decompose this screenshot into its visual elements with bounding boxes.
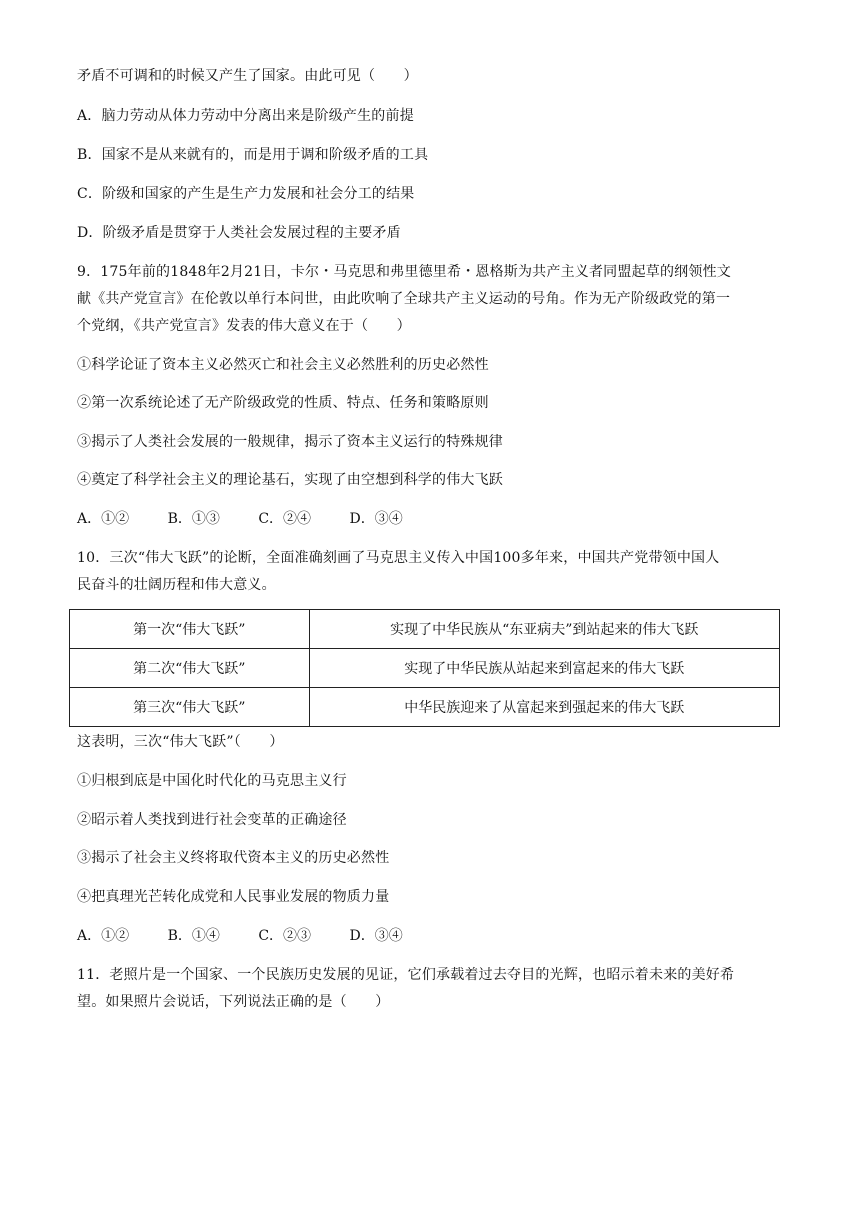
table-cell: 中华民族迎来了从富起来到强起来的伟大飞跃	[309, 688, 779, 727]
table-cell: 实现了中华民族从站起来到富起来的伟大飞跃	[309, 649, 779, 688]
q10-after-table: 这表明，三次“伟大飞跃”（ ）	[77, 734, 284, 750]
q10-choices	[77, 926, 403, 946]
table-cell: 实现了中华民族从“东亚病夫”到站起来的伟大飞跃	[309, 610, 779, 649]
q8-stem-tail: 矛盾不可调和的时候又产生了国家。由此可见（ ）	[77, 68, 418, 84]
q11-stem-line-2: 望。如果照片会说话，下列说法正确的是（ ）	[77, 994, 390, 1010]
q9-statement-1: ①科学论证了资本主义必然灭亡和社会主义必然胜利的历史必然性	[77, 357, 489, 373]
q10-statement-3: ③揭示了社会主义终将取代资本主义的历史必然性	[77, 850, 390, 866]
q10-statement-2: ②昭示着人类找到进行社会变革的正确途径	[77, 812, 347, 828]
q10-leap-table	[69, 609, 780, 727]
q11-stem-line-1: 11．老照片是一个国家、一个民族历史发展的见证，它们承载着过去夺目的光辉，也昭示着未来的美好希	[77, 967, 735, 983]
q10-choice-b: B．①④	[167, 928, 220, 944]
q10-choice-c: C．②③	[258, 928, 312, 944]
q8-option-d: D．阶级矛盾是贯穿于人类社会发展过程的主要矛盾	[77, 225, 401, 241]
table-cell: 第三次“伟大飞跃”	[70, 688, 310, 727]
q9-stem-line-2: 献《共产党宣言》在伦敦以单行本问世，由此吹响了全球共产主义运动的号角。作为无产阶级政党的第一	[77, 291, 731, 307]
q8-option-c: C．阶级和国家的产生是生产力发展和社会分工的结果	[77, 186, 415, 202]
q8-option-a: A．脑力劳动从体力劳动中分离出来是阶级产生的前提	[77, 108, 414, 124]
table-row	[70, 688, 780, 727]
q9-choice-c: C．②④	[258, 511, 312, 527]
q10-stem-line-2: 民奋斗的壮阔历程和伟大意义。	[77, 577, 276, 593]
q9-choice-b: B．①③	[167, 511, 220, 527]
q8-option-b: B．国家不是从来就有的，而是用于调和阶级矛盾的工具	[77, 147, 429, 163]
q10-statement-4: ④把真理光芒转化成党和人民事业发展的物质力量	[77, 889, 390, 905]
q9-statement-4: ④奠定了科学社会主义的理论基石，实现了由空想到科学的伟大飞跃	[77, 472, 503, 488]
q10-statement-1: ①归根到底是中国化时代化的马克思主义行	[77, 773, 347, 789]
q9-stem-line-3: 个党纲，《共产党宣言》发表的伟大意义在于（ ）	[77, 318, 411, 334]
q9-statement-3: ③揭示了人类社会发展的一般规律，揭示了资本主义运行的特殊规律	[77, 434, 503, 450]
table-cell: 第二次“伟大飞跃”	[70, 649, 310, 688]
q9-choice-d: D．③④	[349, 511, 403, 527]
q9-statement-2: ②第一次系统论述了无产阶级政党的性质、特点、任务和策略原则	[77, 395, 489, 411]
table-row	[70, 649, 780, 688]
q9-choices	[77, 509, 403, 529]
table-cell: 第一次“伟大飞跃”	[70, 610, 310, 649]
q9-stem-line-1: 9．175年前的1848年2月21日，卡尔・马克思和弗里德里希・恩格斯为共产主义者同盟起草的纲领性文	[77, 264, 731, 280]
q10-choice-a: A．①②	[77, 928, 130, 944]
table-row	[70, 610, 780, 649]
q10-stem-line-1: 10．三次“伟大飞跃”的论断，全面准确刻画了马克思主义传入中国100多年来，中国共产党带领中国人	[77, 550, 720, 566]
q9-choice-a: A．①②	[77, 511, 130, 527]
q10-choice-d: D．③④	[349, 928, 403, 944]
